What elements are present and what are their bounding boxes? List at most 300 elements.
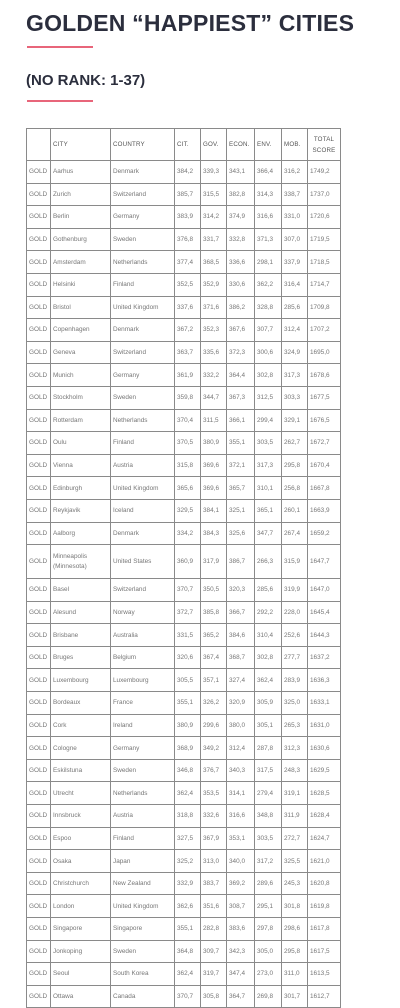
cell-city: Bruges xyxy=(51,646,111,669)
cell-econ: 369,2 xyxy=(227,872,255,895)
cell-tier: GOLD xyxy=(27,545,51,579)
cell-econ: 386,7 xyxy=(227,545,255,579)
cell-gov: 371,6 xyxy=(201,296,227,319)
cell-mob: 283,9 xyxy=(282,669,308,692)
cell-total: 1644,3 xyxy=(308,624,341,647)
cell-tier: GOLD xyxy=(27,963,51,986)
cell-country: Germany xyxy=(111,206,175,229)
table-row xyxy=(27,737,341,760)
cell-total: 1629,5 xyxy=(308,759,341,782)
cell-tier: GOLD xyxy=(27,183,51,206)
cell-cit: 352,5 xyxy=(175,273,201,296)
cell-country: Netherlands xyxy=(111,409,175,432)
cell-econ: 330,6 xyxy=(227,273,255,296)
cell-tier: GOLD xyxy=(27,522,51,545)
table-row xyxy=(27,872,341,895)
cell-tier: GOLD xyxy=(27,228,51,251)
cell-env: 314,3 xyxy=(255,183,282,206)
table-row xyxy=(27,601,341,624)
cell-mob: 277,7 xyxy=(282,646,308,669)
cell-gov: 380,9 xyxy=(201,432,227,455)
cell-city: Helsinki xyxy=(51,273,111,296)
cell-econ: 320,3 xyxy=(227,579,255,602)
cell-total: 1709,8 xyxy=(308,296,341,319)
table-body xyxy=(27,161,341,1008)
cell-cit: 383,9 xyxy=(175,206,201,229)
cell-econ: 342,3 xyxy=(227,940,255,963)
cell-cit: 305,5 xyxy=(175,669,201,692)
cell-gov: 339,3 xyxy=(201,161,227,184)
cell-city: Zurich xyxy=(51,183,111,206)
cell-tier: GOLD xyxy=(27,499,51,522)
cell-city: Stockholm xyxy=(51,386,111,409)
header-total-score: TOTAL SCORE xyxy=(308,129,341,161)
cell-cit: 355,1 xyxy=(175,692,201,715)
cell-total: 1621,0 xyxy=(308,850,341,873)
cell-gov: 357,1 xyxy=(201,669,227,692)
cell-gov: 326,2 xyxy=(201,692,227,715)
cell-city: Cork xyxy=(51,714,111,737)
cell-econ: 340,0 xyxy=(227,850,255,873)
table-row xyxy=(27,522,341,545)
cell-tier: GOLD xyxy=(27,985,51,1008)
cell-city: Osaka xyxy=(51,850,111,873)
table-row xyxy=(27,454,341,477)
cell-city: Seoul xyxy=(51,963,111,986)
cell-mob: 265,3 xyxy=(282,714,308,737)
table-row xyxy=(27,963,341,986)
cell-total: 1737,0 xyxy=(308,183,341,206)
cell-econ: 320,9 xyxy=(227,692,255,715)
cell-gov: 352,3 xyxy=(201,319,227,342)
table-row xyxy=(27,940,341,963)
table-row xyxy=(27,409,341,432)
cell-country: Finland xyxy=(111,827,175,850)
cell-city: Gothenburg xyxy=(51,228,111,251)
table-row xyxy=(27,477,341,500)
cell-gov: 369,6 xyxy=(201,477,227,500)
cell-mob: 272,7 xyxy=(282,827,308,850)
cell-country: Germany xyxy=(111,364,175,387)
cell-env: 285,6 xyxy=(255,579,282,602)
cell-cit: 370,5 xyxy=(175,432,201,455)
cell-cit: 331,5 xyxy=(175,624,201,647)
cell-total: 1619,8 xyxy=(308,895,341,918)
cell-econ: 380,0 xyxy=(227,714,255,737)
cell-country: United Kingdom xyxy=(111,895,175,918)
cell-cit: 367,2 xyxy=(175,319,201,342)
table-row xyxy=(27,273,341,296)
cell-env: 279,4 xyxy=(255,782,282,805)
cell-tier: GOLD xyxy=(27,692,51,715)
cell-econ: 365,7 xyxy=(227,477,255,500)
cell-gov: 335,6 xyxy=(201,341,227,364)
cell-econ: 325,1 xyxy=(227,499,255,522)
table-row xyxy=(27,296,341,319)
table-row xyxy=(27,228,341,251)
cell-gov: 369,6 xyxy=(201,454,227,477)
cell-econ: 325,6 xyxy=(227,522,255,545)
cell-city: Brisbane xyxy=(51,624,111,647)
cell-tier: GOLD xyxy=(27,669,51,692)
table-row xyxy=(27,251,341,274)
cell-total: 1647,0 xyxy=(308,579,341,602)
cell-total: 1670,4 xyxy=(308,454,341,477)
cell-env: 312,5 xyxy=(255,386,282,409)
cell-econ: 316,6 xyxy=(227,805,255,828)
cell-env: 299,4 xyxy=(255,409,282,432)
cell-country: Switzerland xyxy=(111,579,175,602)
cell-country: Sweden xyxy=(111,228,175,251)
cell-city: Singapore xyxy=(51,918,111,941)
cell-env: 302,8 xyxy=(255,646,282,669)
cell-cit: 315,8 xyxy=(175,454,201,477)
cell-mob: 312,3 xyxy=(282,737,308,760)
cell-mob: 324,9 xyxy=(282,341,308,364)
cell-gov: 313,0 xyxy=(201,850,227,873)
cell-econ: 364,7 xyxy=(227,985,255,1008)
cell-mob: 301,8 xyxy=(282,895,308,918)
cell-mob: 337,9 xyxy=(282,251,308,274)
cell-gov: 317,9 xyxy=(201,545,227,579)
cell-gov: 319,7 xyxy=(201,963,227,986)
cell-econ: 336,6 xyxy=(227,251,255,274)
cell-country: Canada xyxy=(111,985,175,1008)
cell-econ: 367,3 xyxy=(227,386,255,409)
cell-gov: 384,1 xyxy=(201,499,227,522)
cell-mob: 319,1 xyxy=(282,782,308,805)
cell-env: 317,5 xyxy=(255,759,282,782)
cell-env: 317,3 xyxy=(255,454,282,477)
cell-city: Amsterdam xyxy=(51,251,111,274)
cell-mob: 228,0 xyxy=(282,601,308,624)
cell-gov: 352,9 xyxy=(201,273,227,296)
cell-country: Switzerland xyxy=(111,341,175,364)
cell-mob: 316,2 xyxy=(282,161,308,184)
cell-tier: GOLD xyxy=(27,206,51,229)
cell-env: 300,6 xyxy=(255,341,282,364)
cell-city: Berlin xyxy=(51,206,111,229)
cell-mob: 325,0 xyxy=(282,692,308,715)
table-row xyxy=(27,341,341,364)
cell-city: Minneapolis (Minnesota) xyxy=(51,545,111,579)
title-accent-rule xyxy=(27,46,93,48)
cell-city: Rotterdam xyxy=(51,409,111,432)
cell-cit: 332,9 xyxy=(175,872,201,895)
cell-econ: 327,4 xyxy=(227,669,255,692)
cell-gov: 315,5 xyxy=(201,183,227,206)
table-row xyxy=(27,364,341,387)
cell-total: 1620,8 xyxy=(308,872,341,895)
cell-country: Netherlands xyxy=(111,782,175,805)
header-econ: ECON. xyxy=(227,129,255,161)
cell-econ: 368,7 xyxy=(227,646,255,669)
cell-tier: GOLD xyxy=(27,872,51,895)
cell-cit: 362,6 xyxy=(175,895,201,918)
cell-env: 269,8 xyxy=(255,985,282,1008)
cell-tier: GOLD xyxy=(27,714,51,737)
cell-mob: 260,1 xyxy=(282,499,308,522)
cell-mob: 298,6 xyxy=(282,918,308,941)
cell-mob: 312,4 xyxy=(282,319,308,342)
table-row xyxy=(27,759,341,782)
cell-cit: 370,7 xyxy=(175,579,201,602)
cell-mob: 301,7 xyxy=(282,985,308,1008)
cell-mob: 329,1 xyxy=(282,409,308,432)
cell-econ: 353,1 xyxy=(227,827,255,850)
cell-total: 1663,9 xyxy=(308,499,341,522)
cell-tier: GOLD xyxy=(27,782,51,805)
cell-city: Geneva xyxy=(51,341,111,364)
cell-mob: 295,8 xyxy=(282,454,308,477)
cell-total: 1645,4 xyxy=(308,601,341,624)
cell-econ: 384,6 xyxy=(227,624,255,647)
cell-tier: GOLD xyxy=(27,579,51,602)
cell-env: 303,5 xyxy=(255,432,282,455)
cell-total: 1617,8 xyxy=(308,918,341,941)
cell-total: 1714,7 xyxy=(308,273,341,296)
cell-country: France xyxy=(111,692,175,715)
cell-cit: 365,6 xyxy=(175,477,201,500)
cell-city: Christchurch xyxy=(51,872,111,895)
cell-gov: 331,7 xyxy=(201,228,227,251)
cell-gov: 351,6 xyxy=(201,895,227,918)
cell-gov: 367,4 xyxy=(201,646,227,669)
cell-city: Alesund xyxy=(51,601,111,624)
cell-tier: GOLD xyxy=(27,319,51,342)
table-row xyxy=(27,206,341,229)
cell-city: London xyxy=(51,895,111,918)
cell-env: 295,1 xyxy=(255,895,282,918)
table-row xyxy=(27,782,341,805)
cell-econ: 372,1 xyxy=(227,454,255,477)
table-row xyxy=(27,545,341,579)
cell-econ: 374,9 xyxy=(227,206,255,229)
table-row xyxy=(27,161,341,184)
cell-cit: 380,9 xyxy=(175,714,201,737)
header-mob: MOB. xyxy=(282,129,308,161)
cell-country: Luxembourg xyxy=(111,669,175,692)
cell-env: 317,2 xyxy=(255,850,282,873)
cell-country: Finland xyxy=(111,273,175,296)
cell-country: Austria xyxy=(111,454,175,477)
cell-total: 1647,7 xyxy=(308,545,341,579)
table-row xyxy=(27,895,341,918)
cell-total: 1667,8 xyxy=(308,477,341,500)
cell-cit: 361,9 xyxy=(175,364,201,387)
cell-total: 1672,7 xyxy=(308,432,341,455)
cell-tier: GOLD xyxy=(27,296,51,319)
cell-econ: 347,4 xyxy=(227,963,255,986)
cell-cit: 325,2 xyxy=(175,850,201,873)
cell-total: 1631,0 xyxy=(308,714,341,737)
cell-econ: 372,3 xyxy=(227,341,255,364)
cell-total: 1720,6 xyxy=(308,206,341,229)
cell-econ: 343,1 xyxy=(227,161,255,184)
cell-mob: 256,8 xyxy=(282,477,308,500)
cell-econ: 383,6 xyxy=(227,918,255,941)
cell-env: 273,0 xyxy=(255,963,282,986)
cell-gov: 314,2 xyxy=(201,206,227,229)
cell-mob: 248,3 xyxy=(282,759,308,782)
cell-tier: GOLD xyxy=(27,601,51,624)
cell-tier: GOLD xyxy=(27,827,51,850)
cell-total: 1612,7 xyxy=(308,985,341,1008)
table-row xyxy=(27,827,341,850)
cell-country: Germany xyxy=(111,737,175,760)
cell-total: 1637,2 xyxy=(308,646,341,669)
cell-mob: 325,5 xyxy=(282,850,308,873)
cell-env: 307,7 xyxy=(255,319,282,342)
subtitle-accent-rule xyxy=(27,100,93,102)
cell-tier: GOLD xyxy=(27,477,51,500)
cell-city: Copenhagen xyxy=(51,319,111,342)
table-row xyxy=(27,692,341,715)
cell-env: 298,1 xyxy=(255,251,282,274)
cell-city: Eskilstuna xyxy=(51,759,111,782)
cell-city: Edinburgh xyxy=(51,477,111,500)
cell-env: 371,3 xyxy=(255,228,282,251)
cell-econ: 382,8 xyxy=(227,183,255,206)
cell-total: 1624,7 xyxy=(308,827,341,850)
table-row xyxy=(27,985,341,1008)
cell-country: New Zealand xyxy=(111,872,175,895)
cell-country: Ireland xyxy=(111,714,175,737)
cell-cit: 362,4 xyxy=(175,782,201,805)
cell-city: Jonkoping xyxy=(51,940,111,963)
cell-cit: 346,8 xyxy=(175,759,201,782)
table-row xyxy=(27,386,341,409)
cell-gov: 309,7 xyxy=(201,940,227,963)
cell-total: 1677,5 xyxy=(308,386,341,409)
cell-tier: GOLD xyxy=(27,737,51,760)
cell-mob: 311,0 xyxy=(282,963,308,986)
header-tier xyxy=(27,129,51,161)
cell-country: Finland xyxy=(111,432,175,455)
cell-tier: GOLD xyxy=(27,918,51,941)
cell-country: Denmark xyxy=(111,319,175,342)
cell-country: Singapore xyxy=(111,918,175,941)
cell-env: 347,7 xyxy=(255,522,282,545)
cell-country: Japan xyxy=(111,850,175,873)
cell-total: 1749,2 xyxy=(308,161,341,184)
cell-cit: 368,9 xyxy=(175,737,201,760)
cell-city: Espoo xyxy=(51,827,111,850)
cell-gov: 365,2 xyxy=(201,624,227,647)
cell-country: Norway xyxy=(111,601,175,624)
cell-cit: 363,7 xyxy=(175,341,201,364)
cell-total: 1718,5 xyxy=(308,251,341,274)
cell-city: Utrecht xyxy=(51,782,111,805)
cell-tier: GOLD xyxy=(27,454,51,477)
cell-cit: 337,6 xyxy=(175,296,201,319)
table-row xyxy=(27,850,341,873)
cell-tier: GOLD xyxy=(27,759,51,782)
cell-mob: 303,3 xyxy=(282,386,308,409)
cell-cit: 384,2 xyxy=(175,161,201,184)
happiest-cities-table xyxy=(26,128,341,1008)
table-row xyxy=(27,624,341,647)
cell-total: 1678,6 xyxy=(308,364,341,387)
cell-tier: GOLD xyxy=(27,940,51,963)
cell-env: 310,1 xyxy=(255,477,282,500)
cell-city: Oulu xyxy=(51,432,111,455)
cell-country: Netherlands xyxy=(111,251,175,274)
cell-total: 1676,5 xyxy=(308,409,341,432)
cell-econ: 314,1 xyxy=(227,782,255,805)
cell-env: 305,9 xyxy=(255,692,282,715)
cell-env: 305,1 xyxy=(255,714,282,737)
cell-cit: 320,6 xyxy=(175,646,201,669)
table-row xyxy=(27,579,341,602)
cell-cit: 372,7 xyxy=(175,601,201,624)
cell-env: 362,4 xyxy=(255,669,282,692)
cell-tier: GOLD xyxy=(27,646,51,669)
cell-tier: GOLD xyxy=(27,161,51,184)
cell-tier: GOLD xyxy=(27,850,51,873)
table-row xyxy=(27,183,341,206)
cell-env: 292,2 xyxy=(255,601,282,624)
cell-cit: 318,8 xyxy=(175,805,201,828)
cell-mob: 285,6 xyxy=(282,296,308,319)
cell-city: Reykjavik xyxy=(51,499,111,522)
cell-tier: GOLD xyxy=(27,364,51,387)
cell-gov: 353,5 xyxy=(201,782,227,805)
cell-mob: 307,0 xyxy=(282,228,308,251)
cell-total: 1719,5 xyxy=(308,228,341,251)
cell-env: 362,2 xyxy=(255,273,282,296)
cell-mob: 319,9 xyxy=(282,579,308,602)
cell-total: 1636,3 xyxy=(308,669,341,692)
cell-env: 348,8 xyxy=(255,805,282,828)
cell-country: Denmark xyxy=(111,522,175,545)
cell-cit: 329,5 xyxy=(175,499,201,522)
cell-mob: 245,3 xyxy=(282,872,308,895)
cell-econ: 355,1 xyxy=(227,432,255,455)
cell-total: 1628,5 xyxy=(308,782,341,805)
cell-country: United States xyxy=(111,545,175,579)
cell-tier: GOLD xyxy=(27,624,51,647)
cell-country: United Kingdom xyxy=(111,296,175,319)
cell-country: Australia xyxy=(111,624,175,647)
cell-total: 1633,1 xyxy=(308,692,341,715)
cell-total: 1695,0 xyxy=(308,341,341,364)
cell-env: 366,4 xyxy=(255,161,282,184)
cell-econ: 340,3 xyxy=(227,759,255,782)
cell-gov: 384,3 xyxy=(201,522,227,545)
cell-env: 328,8 xyxy=(255,296,282,319)
cell-tier: GOLD xyxy=(27,805,51,828)
cell-country: Austria xyxy=(111,805,175,828)
cell-econ: 366,7 xyxy=(227,601,255,624)
cell-cit: 334,2 xyxy=(175,522,201,545)
cell-mob: 315,9 xyxy=(282,545,308,579)
cell-gov: 311,5 xyxy=(201,409,227,432)
table-row xyxy=(27,646,341,669)
table-row xyxy=(27,669,341,692)
cell-econ: 366,1 xyxy=(227,409,255,432)
cell-env: 266,3 xyxy=(255,545,282,579)
table-row xyxy=(27,319,341,342)
cell-tier: GOLD xyxy=(27,895,51,918)
cell-econ: 332,8 xyxy=(227,228,255,251)
table-row xyxy=(27,432,341,455)
cell-gov: 376,7 xyxy=(201,759,227,782)
cell-mob: 252,6 xyxy=(282,624,308,647)
cell-env: 310,4 xyxy=(255,624,282,647)
cell-cit: 370,4 xyxy=(175,409,201,432)
header-env: ENV. xyxy=(255,129,282,161)
